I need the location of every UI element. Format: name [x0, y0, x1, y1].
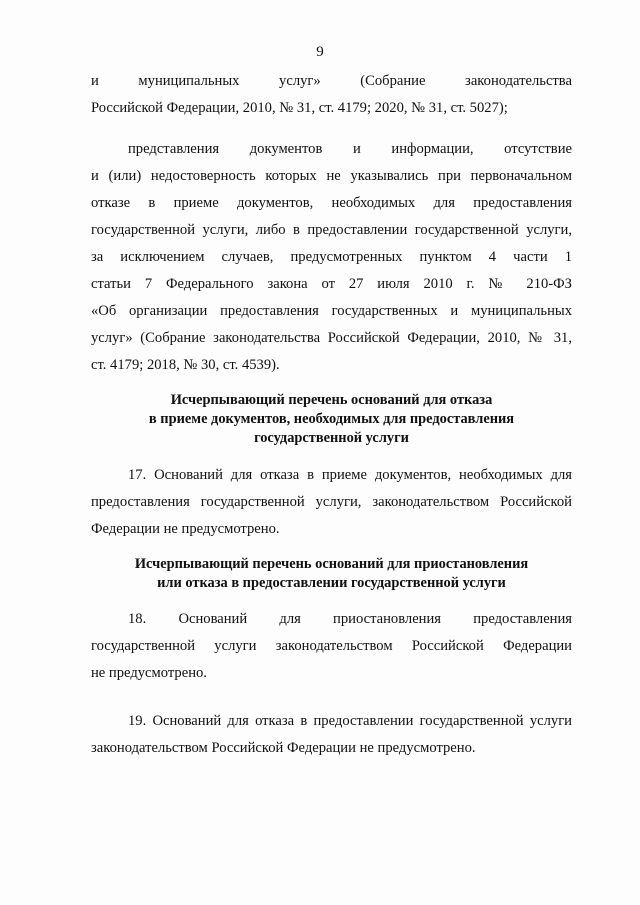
- heading-line: или отказа в предоставлении государственной услуги: [157, 575, 506, 591]
- heading-line: Исчерпывающий перечень оснований для отказа: [170, 392, 493, 408]
- text-line: «Об организации предоставления государственных и муниципальных: [91, 303, 572, 319]
- section-heading-suspension: [91, 555, 572, 593]
- page-number: 9: [316, 44, 324, 60]
- text-line: Федерации не предусмотрено.: [91, 521, 280, 537]
- paragraph-19-body: [91, 735, 572, 762]
- heading-line: государственной услуги: [254, 430, 409, 446]
- text-line: Российской Федерации, 2010, № 31, ст. 4179; 2020, № 31, ст. 5027);: [91, 100, 508, 116]
- heading-line: в приеме документов, необходимых для предоставления: [148, 411, 515, 427]
- text-line: за исключением случаев, предусмотренных пунктом 4 части 1: [91, 249, 572, 265]
- text-line: не предусмотрено.: [91, 665, 207, 681]
- document-body: [91, 68, 572, 762]
- text-line: услуг» (Собрание законодательства Российской Федерации, 2010, № 31,: [91, 330, 572, 346]
- paragraph-19: [91, 708, 572, 735]
- text-line: и муниципальных услуг» (Собрание законодательства: [91, 73, 572, 89]
- text-line: 17. Оснований для отказа в приеме документов, необходимых для: [128, 467, 572, 483]
- text-line: законодательством Российской Федерации не предусмотрено.: [91, 740, 476, 756]
- text-line: государственной услуги законодательством Российской Федерации: [91, 638, 572, 654]
- heading-line: Исчерпывающий перечень оснований для приостановления: [134, 556, 529, 572]
- paragraph-continuation: [91, 68, 572, 122]
- text-line: предоставления государственной услуги, законодательством Российской: [91, 494, 572, 510]
- paragraph-18: [91, 606, 572, 633]
- paragraph-documents-body: [91, 163, 572, 379]
- paragraph-17-body: [91, 489, 572, 543]
- paragraph-18-body: [91, 633, 572, 687]
- text-line: государственной услуги, либо в предоставлении государственной услуги,: [91, 222, 572, 238]
- paragraph-documents: [91, 136, 572, 163]
- paragraph-17: [91, 462, 572, 489]
- text-line: ст. 4179; 2018, № 30, ст. 4539).: [91, 357, 280, 373]
- text-line: статьи 7 Федерального закона от 27 июля 2010 г. № 210-ФЗ: [91, 276, 572, 292]
- text-line: и (или) недостоверность которых не указывались при первоначальном: [91, 168, 572, 184]
- text-line: 19. Оснований для отказа в предоставлении государственной услуги: [128, 713, 572, 729]
- text-line: отказе в приеме документов, необходимых для предоставления: [91, 195, 572, 211]
- text-line: 18. Оснований для приостановления предоставления: [128, 611, 572, 627]
- text-line: представления документов и информации, отсутствие: [128, 141, 572, 157]
- section-heading-refusal-documents: [91, 391, 572, 448]
